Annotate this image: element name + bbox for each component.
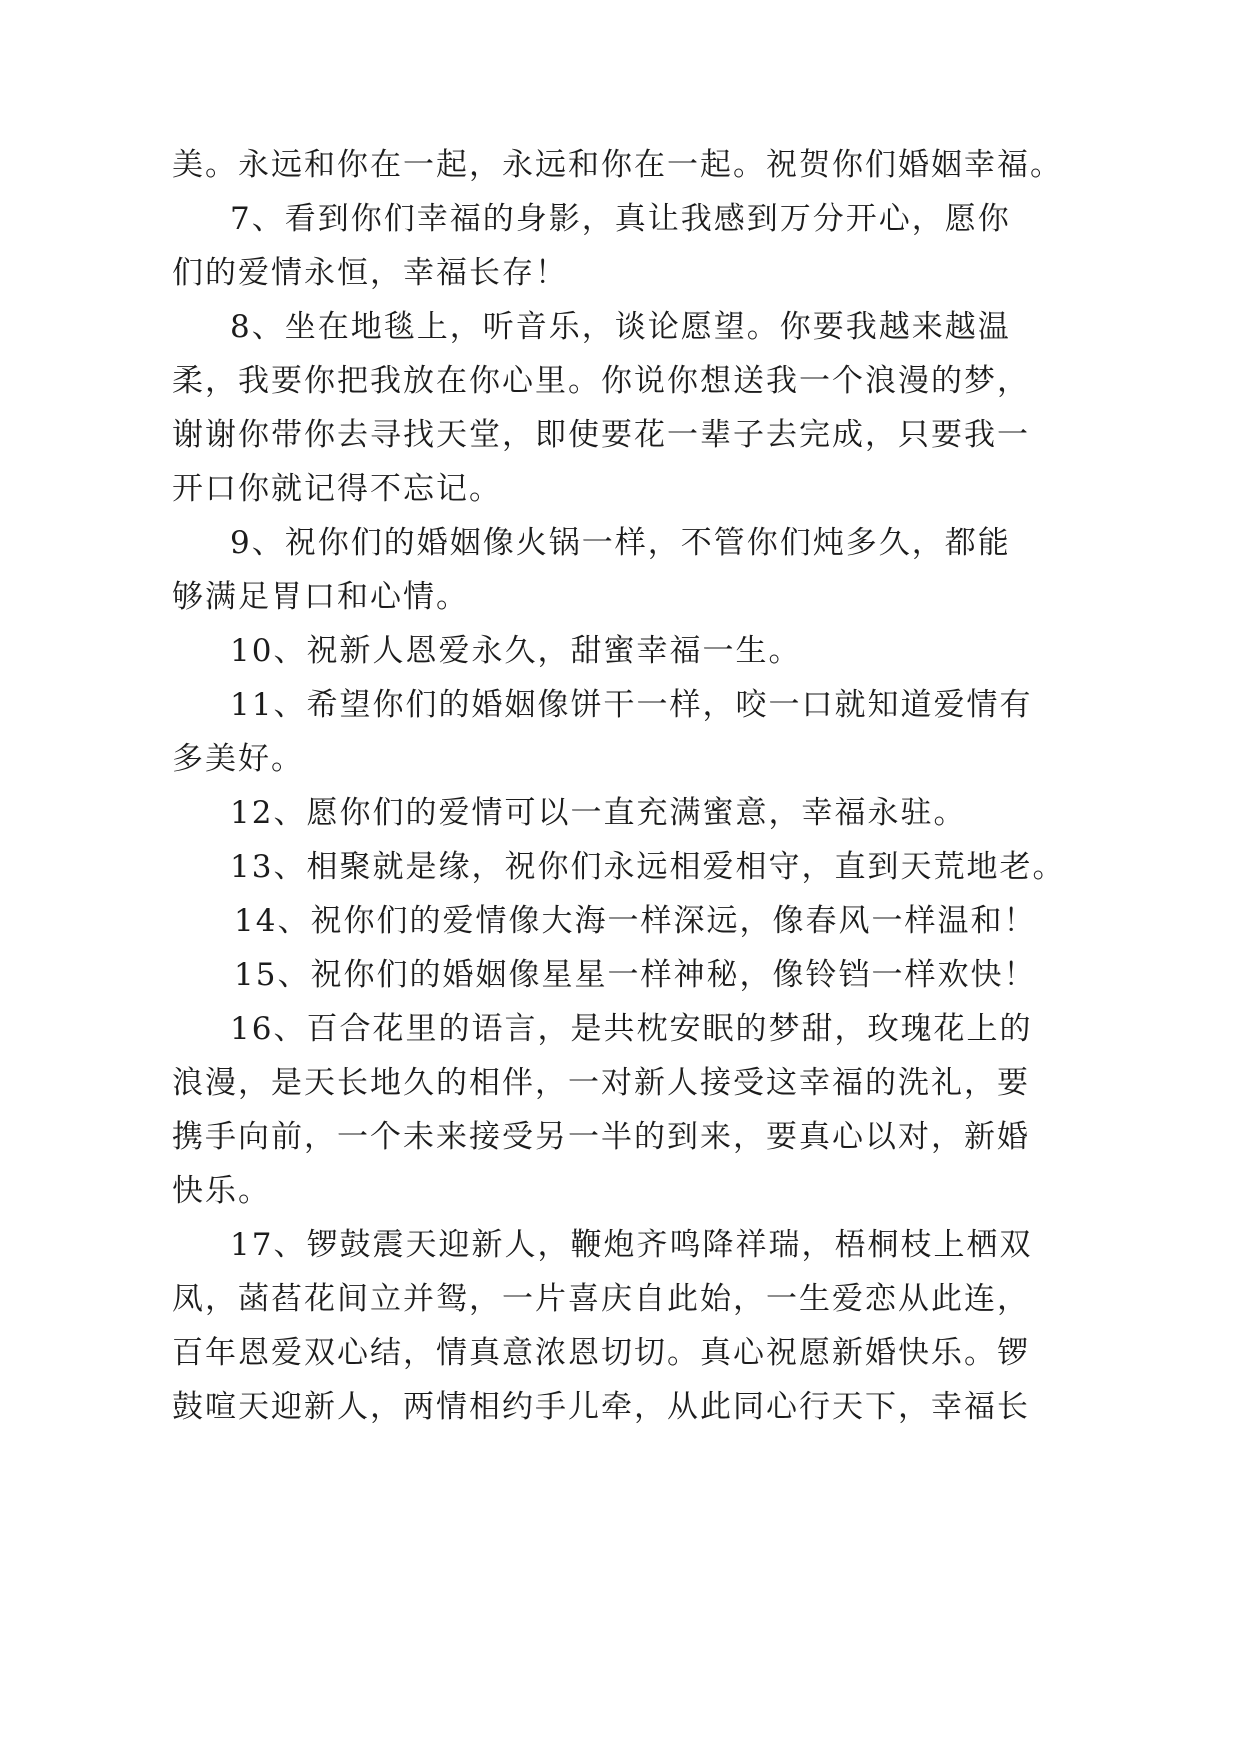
text-line: 多美好。 <box>172 741 304 777</box>
text-line: 15、祝你们的婚姻像星星一样神秘，像铃铛一样欢快！ <box>234 957 1037 993</box>
text-line: 11、希望你们的婚姻像饼干一样，咬一口就知道爱情有 <box>230 687 1033 723</box>
text-line: 10、祝新人恩爱永久，甜蜜幸福一生。 <box>230 633 802 669</box>
text-line: 9、祝你们的婚姻像火锅一样，不管你们炖多久，都能 <box>230 525 1011 561</box>
text-line: 百年恩爱双心结，情真意浓恩切切。真心祝愿新婚快乐。锣 <box>172 1335 1030 1371</box>
text-line: 谢谢你带你去寻找天堂，即使要花一辈子去完成，只要我一 <box>172 417 1030 453</box>
text-line: 够满足胃口和心情。 <box>172 579 469 615</box>
text-line: 16、百合花里的语言，是共枕安眠的梦甜，玫瑰花上的 <box>230 1011 1033 1047</box>
text-line: 们的爱情永恒，幸福长存！ <box>172 255 568 291</box>
text-line: 浪漫，是天长地久的相伴，一对新人接受这幸福的洗礼，要 <box>172 1065 1030 1101</box>
text-line: 快乐。 <box>172 1173 271 1209</box>
text-line: 携手向前，一个未来接受另一半的到来，要真心以对，新婚 <box>172 1119 1030 1155</box>
text-line: 12、愿你们的爱情可以一直充满蜜意，幸福永驻。 <box>230 795 967 831</box>
text-line: 13、相聚就是缘，祝你们永远相爱相守，直到天荒地老。 <box>230 849 1066 885</box>
text-line: 7、看到你们幸福的身影，真让我感到万分开心，愿你 <box>230 201 1011 237</box>
text-line: 鼓喧天迎新人，两情相约手儿牵，从此同心行天下，幸福长 <box>172 1389 1030 1425</box>
text-line: 8、坐在地毯上，听音乐，谈论愿望。你要我越来越温 <box>230 309 1011 345</box>
text-line: 柔，我要你把我放在你心里。你说你想送我一个浪漫的梦， <box>172 363 1030 399</box>
text-line: 美。永远和你在一起，永远和你在一起。祝贺你们婚姻幸福。 <box>172 147 1063 183</box>
text-line: 凤，菡萏花间立并鸳，一片喜庆自此始，一生爱恋从此连， <box>172 1281 1030 1317</box>
text-line: 开口你就记得不忘记。 <box>172 471 502 507</box>
text-line: 17、锣鼓震天迎新人，鞭炮齐鸣降祥瑞，梧桐枝上栖双 <box>230 1227 1033 1263</box>
text-line: 14、祝你们的爱情像大海一样深远，像春风一样温和！ <box>234 903 1037 939</box>
